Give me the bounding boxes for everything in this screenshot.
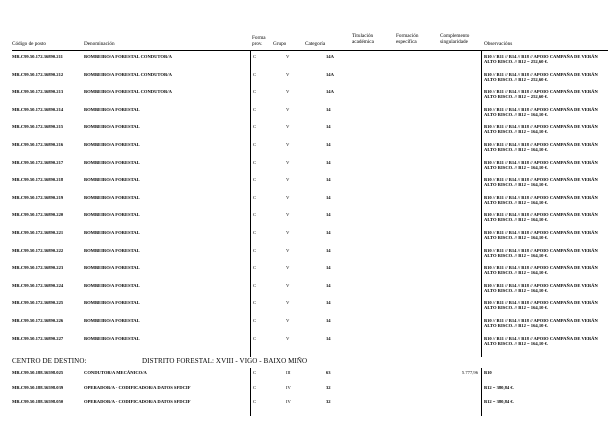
cell-forma-prov: C — [253, 177, 257, 183]
section-label: CENTRO DE DESTINO: — [12, 357, 87, 365]
cell-denominacion: BOMBEIRO/A FORESTAL — [84, 247, 140, 253]
cell-grupo: V — [286, 282, 290, 288]
cell-denominacion: BOMBEIRO/A FORESTAL CONDUTOR/A — [84, 71, 172, 77]
cell-forma-prov: C — [253, 370, 257, 375]
cell-grupo: V — [286, 318, 290, 323]
cell-code: MR.C99.50.188.36598.039 — [12, 384, 64, 390]
cell-grupo: III — [286, 370, 291, 375]
cell-code: MR.C99.50.172.36890.215 — [12, 124, 64, 130]
cell-code: MR.C99.50.172.36890.223 — [12, 265, 64, 271]
table-row — [0, 195, 615, 213]
table-row — [0, 336, 615, 354]
cell-observacions: B10 // B11 // B14 // B18 // APOIO CAMPAÑA DE VERÁN ALTO RISCO. // B12 = 164,10 €. — [484, 212, 598, 223]
cell-forma-prov: C — [253, 124, 257, 130]
table-row — [0, 265, 615, 283]
cell-observacions: B10 // B11 // B14 // B18 // APOIO CAMPAÑA DE VERÁN ALTO RISCO. // B12 = 164,10 €. — [484, 335, 598, 346]
cell-code: MR.C99.50.172.36890.219 — [12, 194, 64, 200]
cell-grupo: V — [286, 142, 290, 147]
cell-observacions: B10 // B11 // B14 // B18 // APOIO CAMPAÑA DE VERÁN ALTO RISCO. // B12 = 252,60 €. — [484, 54, 598, 64]
cell-categoria: 14 — [326, 265, 331, 271]
cell-denominacion: BOMBEIRO/A FORESTAL — [84, 230, 140, 235]
cell-grupo: V — [286, 265, 290, 271]
cell-code: MR.C99.50.172.36890.220 — [12, 212, 64, 218]
cell-forma-prov: C — [253, 300, 257, 306]
cell-denominacion: CONDUTOR/A MECÁNICO/A — [84, 370, 147, 375]
cell-categoria: 14 — [326, 335, 331, 341]
cell-denominacion: OPERADOR/A - CODIFICADOR/A DATOS SFDCIF — [84, 384, 191, 390]
cell-observacions: B10 — [484, 370, 492, 375]
table-row — [0, 300, 615, 318]
cell-observacions: B10 // B11 // B14 // B18 // APOIO CAMPAÑA DE VERÁN ALTO RISCO. // B12 = 252,60 €. — [484, 89, 598, 100]
header-categoria: Categoría — [305, 41, 326, 47]
cell-grupo: IV — [286, 399, 291, 404]
cell-categoria: 14 — [326, 212, 331, 218]
cell-observacions: B10 // B11 // B14 // B18 // APOIO CAMPAÑA DE VERÁN ALTO RISCO. // B12 = 164,10 €. — [484, 124, 598, 135]
table-row — [0, 89, 615, 107]
cell-categoria: 14A — [326, 54, 334, 59]
cell-grupo: V — [286, 159, 290, 165]
cell-code: MR.C99.50.188.36598.025 — [12, 370, 64, 375]
cell-categoria: 14 — [326, 230, 331, 235]
cell-categoria: 14 — [326, 106, 331, 112]
cell-denominacion: BOMBEIRO/A FORESTAL — [84, 300, 140, 306]
cell-forma-prov: C — [253, 318, 257, 323]
header-complemento: Complemento singularidade — [440, 33, 470, 45]
cell-forma-prov: C — [253, 265, 257, 271]
cell-forma-prov: C — [253, 142, 257, 147]
cell-observacions: B10 // B11 // B14 // B18 // APOIO CAMPAÑA DE VERÁN ALTO RISCO. // B12 = 164,10 €. — [484, 265, 598, 276]
table-row — [0, 248, 615, 266]
cell-complemento: 5.777,96 — [461, 370, 478, 375]
cell-code: MR.C99.50.172.36890.213 — [12, 89, 64, 95]
cell-denominacion: BOMBEIRO/A FORESTAL — [84, 177, 140, 183]
table-row — [0, 399, 615, 417]
table-row — [0, 283, 615, 301]
cell-denominacion: BOMBEIRO/A FORESTAL CONDUTOR/A — [84, 89, 172, 95]
cell-denominacion: BOMBEIRO/A FORESTAL — [84, 335, 140, 341]
table-row — [0, 142, 615, 160]
table-row — [0, 318, 615, 336]
cell-grupo: V — [286, 89, 290, 95]
header-grupo: Grupo — [273, 41, 287, 47]
table-row — [0, 230, 615, 248]
cell-categoria: 14 — [326, 177, 331, 183]
cell-forma-prov: C — [253, 71, 257, 77]
cell-observacions: B10 // B11 // B14 // B18 // APOIO CAMPAÑA DE VERÁN ALTO RISCO. // B12 = 252,60 €. — [484, 71, 598, 82]
cell-forma-prov: C — [253, 159, 257, 165]
cell-grupo: V — [286, 106, 290, 112]
cell-categoria: 14 — [326, 142, 331, 147]
cell-forma-prov: C — [253, 282, 257, 288]
cell-code: MR.C99.50.172.36890.224 — [12, 282, 64, 288]
cell-denominacion: BOMBEIRO/A FORESTAL CONDUTOR/A — [84, 54, 172, 59]
cell-categoria: 63 — [326, 370, 331, 375]
cell-observacions: B10 // B11 // B14 // B18 // APOIO CAMPAÑA DE VERÁN ALTO RISCO. // B12 = 164,10 €. — [484, 230, 598, 240]
table-row — [0, 54, 615, 72]
cell-forma-prov: C — [253, 194, 257, 200]
cell-observacions: B10 // B11 // B14 // B18 // APOIO CAMPAÑA DE VERÁN ALTO RISCO. // B12 = 164,10 €. — [484, 282, 598, 293]
cell-categoria: 14 — [326, 247, 331, 253]
cell-grupo: V — [286, 71, 290, 77]
cell-observacions: B10 // B11 // B14 // B18 // APOIO CAMPAÑA DE VERÁN ALTO RISCO. // B12 = 164,10 €. — [484, 318, 598, 328]
cell-code: MR.C99.50.172.36890.225 — [12, 300, 64, 306]
cell-forma-prov: C — [253, 384, 257, 390]
cell-observacions: B10 // B11 // B14 // B18 // APOIO CAMPAÑA DE VERÁN ALTO RISCO. // B12 = 164,10 €. — [484, 106, 598, 117]
cell-categoria: 14 — [326, 282, 331, 288]
cell-grupo: IV — [286, 384, 291, 390]
cell-code: MR.C99.50.172.36890.226 — [12, 318, 64, 323]
cell-forma-prov: C — [253, 247, 257, 253]
cell-grupo: V — [286, 54, 290, 59]
cell-denominacion: BOMBEIRO/A FORESTAL — [84, 212, 140, 218]
cell-categoria: 14A — [326, 71, 334, 77]
cell-denominacion: BOMBEIRO/A FORESTAL — [84, 265, 140, 271]
cell-code: MR.C99.50.172.36890.227 — [12, 335, 64, 341]
cell-forma-prov: C — [253, 212, 257, 218]
cell-denominacion: BOMBEIRO/A FORESTAL — [84, 282, 140, 288]
cell-grupo: V — [286, 335, 290, 341]
cell-grupo: V — [286, 177, 290, 183]
cell-denominacion: BOMBEIRO/A FORESTAL — [84, 106, 140, 112]
cell-code: MR.C99.50.172.36890.218 — [12, 177, 64, 183]
cell-forma-prov: C — [253, 230, 257, 235]
table-row — [0, 124, 615, 142]
cell-grupo: V — [286, 300, 290, 306]
cell-code: MR.C99.50.172.36890.212 — [12, 71, 64, 77]
cell-observacions: B10 // B11 // B14 // B18 // APOIO CAMPAÑA DE VERÁN ALTO RISCO. // B12 = 164,10 €. — [484, 300, 598, 311]
table-row — [0, 212, 615, 230]
cell-code: MR.C99.50.172.36890.217 — [12, 159, 64, 165]
cell-forma-prov: C — [253, 106, 257, 112]
header-rule — [12, 50, 608, 51]
table-row — [0, 177, 615, 195]
cell-code: MR.C99.50.172.36890.214 — [12, 106, 64, 112]
cell-categoria: 32 — [326, 399, 331, 404]
table-row — [0, 107, 615, 125]
header-forma-prov: Forma prov. — [252, 35, 266, 47]
cell-forma-prov: C — [253, 54, 257, 59]
cell-observacions: B12 = 380,84 €. — [484, 399, 514, 404]
cell-categoria: 14 — [326, 318, 331, 323]
cell-grupo: V — [286, 230, 290, 235]
cell-observacions: B10 // B11 // B14 // B18 // APOIO CAMPAÑA DE VERÁN ALTO RISCO. // B12 = 164,10 €. — [484, 194, 598, 205]
cell-code: MR.C99.50.172.36890.221 — [12, 230, 64, 235]
cell-denominacion: BOMBEIRO/A FORESTAL — [84, 318, 140, 323]
header-denominacion: Denominación — [84, 41, 115, 47]
cell-grupo: V — [286, 247, 290, 253]
table-row — [0, 160, 615, 178]
section-value: DISTRITO FORESTAL: XVIII - VIGO - BAIXO MIÑO — [142, 357, 308, 365]
cell-observacions: B10 // B11 // B14 // B18 // APOIO CAMPAÑA DE VERÁN ALTO RISCO. // B12 = 164,10 €. — [484, 177, 598, 188]
cell-denominacion: OPERADOR/A - CODIFICADOR/A DATOS SFDCIF — [84, 399, 191, 404]
cell-observacions: B12 = 380,84 €. — [484, 384, 514, 390]
header-formacion: Formación específica — [396, 33, 419, 45]
cell-observacions: B10 // B11 // B14 // B18 // APOIO CAMPAÑA DE VERÁN ALTO RISCO. // B12 = 164,10 €. — [484, 142, 598, 152]
cell-categoria: 14A — [326, 89, 334, 95]
cell-categoria: 14 — [326, 194, 331, 200]
cell-code: MR.C99.50.172.36890.222 — [12, 247, 64, 253]
cell-observacions: B10 // B11 // B14 // B18 // APOIO CAMPAÑA DE VERÁN ALTO RISCO. // B12 = 164,10 €. — [484, 159, 598, 170]
header-codigo: Código de posto — [12, 41, 47, 47]
cell-denominacion: BOMBEIRO/A FORESTAL — [84, 159, 140, 165]
cell-categoria: 14 — [326, 159, 331, 165]
cell-forma-prov: C — [253, 399, 257, 404]
cell-code: MR.C99.50.188.36598.050 — [12, 399, 64, 404]
cell-denominacion: BOMBEIRO/A FORESTAL — [84, 142, 140, 147]
cell-forma-prov: C — [253, 89, 257, 95]
header-titulacion: Titulación académica — [352, 33, 374, 45]
cell-categoria: 14 — [326, 300, 331, 306]
cell-categoria: 14 — [326, 124, 331, 130]
cell-observacions: B10 // B11 // B14 // B18 // APOIO CAMPAÑA DE VERÁN ALTO RISCO. // B12 = 164,10 €. — [484, 247, 598, 258]
cell-denominacion: BOMBEIRO/A FORESTAL — [84, 124, 140, 130]
cell-grupo: V — [286, 124, 290, 130]
header-observacions: Observacións — [484, 41, 513, 47]
cell-code: MR.C99.50.172.36890.211 — [12, 54, 63, 59]
cell-code: MR.C99.50.172.36890.216 — [12, 142, 64, 147]
cell-denominacion: BOMBEIRO/A FORESTAL — [84, 194, 140, 200]
cell-grupo: V — [286, 194, 290, 200]
cell-categoria: 32 — [326, 384, 331, 390]
table-row — [0, 72, 615, 90]
cell-grupo: V — [286, 212, 290, 218]
cell-forma-prov: C — [253, 335, 257, 341]
